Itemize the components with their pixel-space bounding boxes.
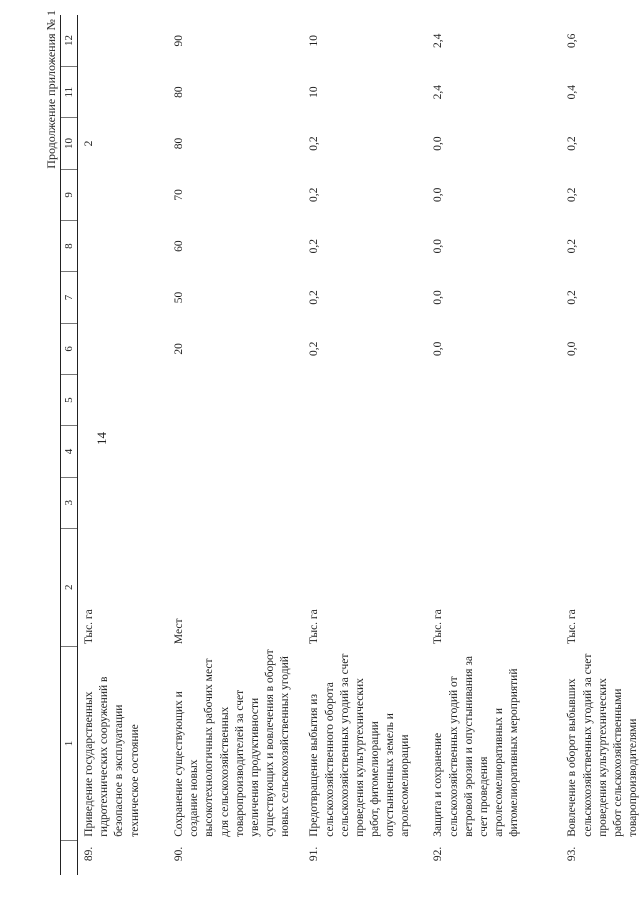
value-col-5	[561, 374, 640, 425]
value-col-8: 0,2	[308, 238, 321, 254]
value-col-9: 70	[173, 189, 185, 201]
value-col-4	[168, 426, 303, 477]
table-row	[561, 15, 640, 875]
value-col-7: 0,0	[432, 290, 445, 305]
value-col-6	[78, 323, 169, 374]
value-col-9: 0,2	[308, 187, 321, 203]
page-number: 14	[94, 432, 109, 445]
value-col-11: 0,4	[566, 84, 579, 100]
value-col-3	[303, 477, 427, 528]
value-col-5	[303, 374, 427, 425]
header-row	[61, 15, 78, 875]
header-cell-9: 9	[61, 169, 78, 220]
table-row	[303, 15, 427, 875]
value-col-7: 0,2	[566, 290, 579, 305]
value-col-3	[78, 477, 169, 528]
header-cell-10: 10	[61, 118, 78, 169]
value-col-11: 10	[308, 86, 321, 98]
value-col-5	[168, 374, 303, 425]
indicator-name: Предотвращение выбытия из сельскохозяйственного оборота сельскохозяйственных угодий за счет проведения культуртехнических работ, фитомелиорации опустынненных земель и агролесомелиорации	[308, 653, 412, 837]
value-col-9: 0,2	[566, 187, 579, 203]
header-cell-4: 4	[61, 426, 78, 477]
row-number: 93.	[566, 846, 579, 862]
value-col-10: 0,2	[308, 136, 321, 151]
value-col-11: 80	[173, 86, 185, 98]
table-row	[427, 15, 561, 875]
header-cell-11: 11	[61, 67, 78, 118]
value-col-8	[78, 220, 169, 271]
indicator-name: Вовлечение в оборот выбывших сельскохозяйственных угодий за счет проведения культуртехнических работ сельскохозяйственными товаропроизводителями	[566, 653, 640, 837]
header-cell-num	[61, 841, 78, 875]
indicator-name: Защита и сохранение сельскохозяйственных угодий от ветровой эрозии и опустынивания за счет проведения агролесомелиоративных и фитомелиоративных мероприятий	[432, 656, 521, 837]
value-col-6: 0,0	[432, 341, 445, 356]
header-cell-8: 8	[61, 220, 78, 271]
value-col-9: 0,0	[432, 187, 445, 203]
unit-cell: Тыс. га	[308, 609, 321, 645]
value-col-4	[303, 426, 427, 477]
value-col-3	[168, 477, 303, 528]
value-col-11	[78, 67, 169, 118]
unit-cell: Мест	[173, 618, 185, 645]
value-col-4	[427, 426, 561, 477]
value-col-12: 2,4	[432, 33, 445, 48]
row-number: 89.	[83, 846, 95, 862]
value-col-12: 10	[308, 35, 321, 47]
header-cell-2: 2	[61, 528, 78, 646]
unit-cell: Тыс. га	[432, 609, 445, 645]
value-col-12	[78, 15, 169, 67]
header-cell-1: 1	[61, 646, 78, 841]
row-number: 92.	[432, 846, 445, 862]
value-col-10: 0,2	[566, 136, 579, 151]
header-cell-3: 3	[61, 477, 78, 528]
row-number: 90.	[173, 846, 185, 862]
header-cell-5: 5	[61, 374, 78, 425]
indicator-name: Приведение государственных гидротехнических сооружений в безопасное в эксплуатации техническое состояние	[83, 676, 141, 837]
header-cell-7: 7	[61, 272, 78, 323]
value-col-11: 2,4	[432, 84, 445, 100]
value-col-6: 20	[173, 343, 185, 355]
value-col-3	[427, 477, 561, 528]
value-col-3	[561, 477, 640, 528]
value-col-10: 2	[83, 140, 95, 147]
value-col-5	[427, 374, 561, 425]
value-col-6: 0,2	[308, 341, 321, 356]
value-col-7	[78, 272, 169, 323]
value-col-9	[78, 169, 169, 220]
unit-cell: Тыс. га	[566, 609, 579, 645]
header-cell-12: 12	[61, 15, 78, 67]
table-row	[78, 15, 169, 875]
value-col-10: 0,0	[432, 136, 445, 151]
row-number: 91.	[308, 846, 321, 862]
indicator-name: Сохранение существующих и создание новых высокотехнологичных рабочих мест для сельскохозяйственных товаропроизводителей за счет увеличения продуктивности существующих и вовлечения в оборот новых сельскохозяйственных угодий	[173, 649, 292, 837]
table-row	[168, 15, 303, 875]
indicator-table	[60, 15, 640, 875]
value-col-10: 80	[173, 137, 185, 150]
unit-cell: Тыс. га	[83, 609, 95, 645]
value-col-4	[78, 426, 169, 477]
value-col-8: 0,2	[566, 238, 579, 254]
value-col-4	[561, 426, 640, 477]
value-col-8: 0,0	[432, 238, 445, 254]
value-col-7: 0,2	[308, 290, 321, 305]
value-col-12: 90	[173, 35, 185, 47]
value-col-12: 0,6	[566, 33, 579, 48]
value-col-7: 50	[173, 291, 185, 304]
value-col-8: 60	[173, 240, 185, 252]
header-cell-6: 6	[61, 323, 78, 374]
appendix-label: Продолжение приложения № 1	[44, 10, 58, 169]
value-col-6: 0,0	[566, 341, 579, 356]
value-col-5	[78, 374, 169, 425]
